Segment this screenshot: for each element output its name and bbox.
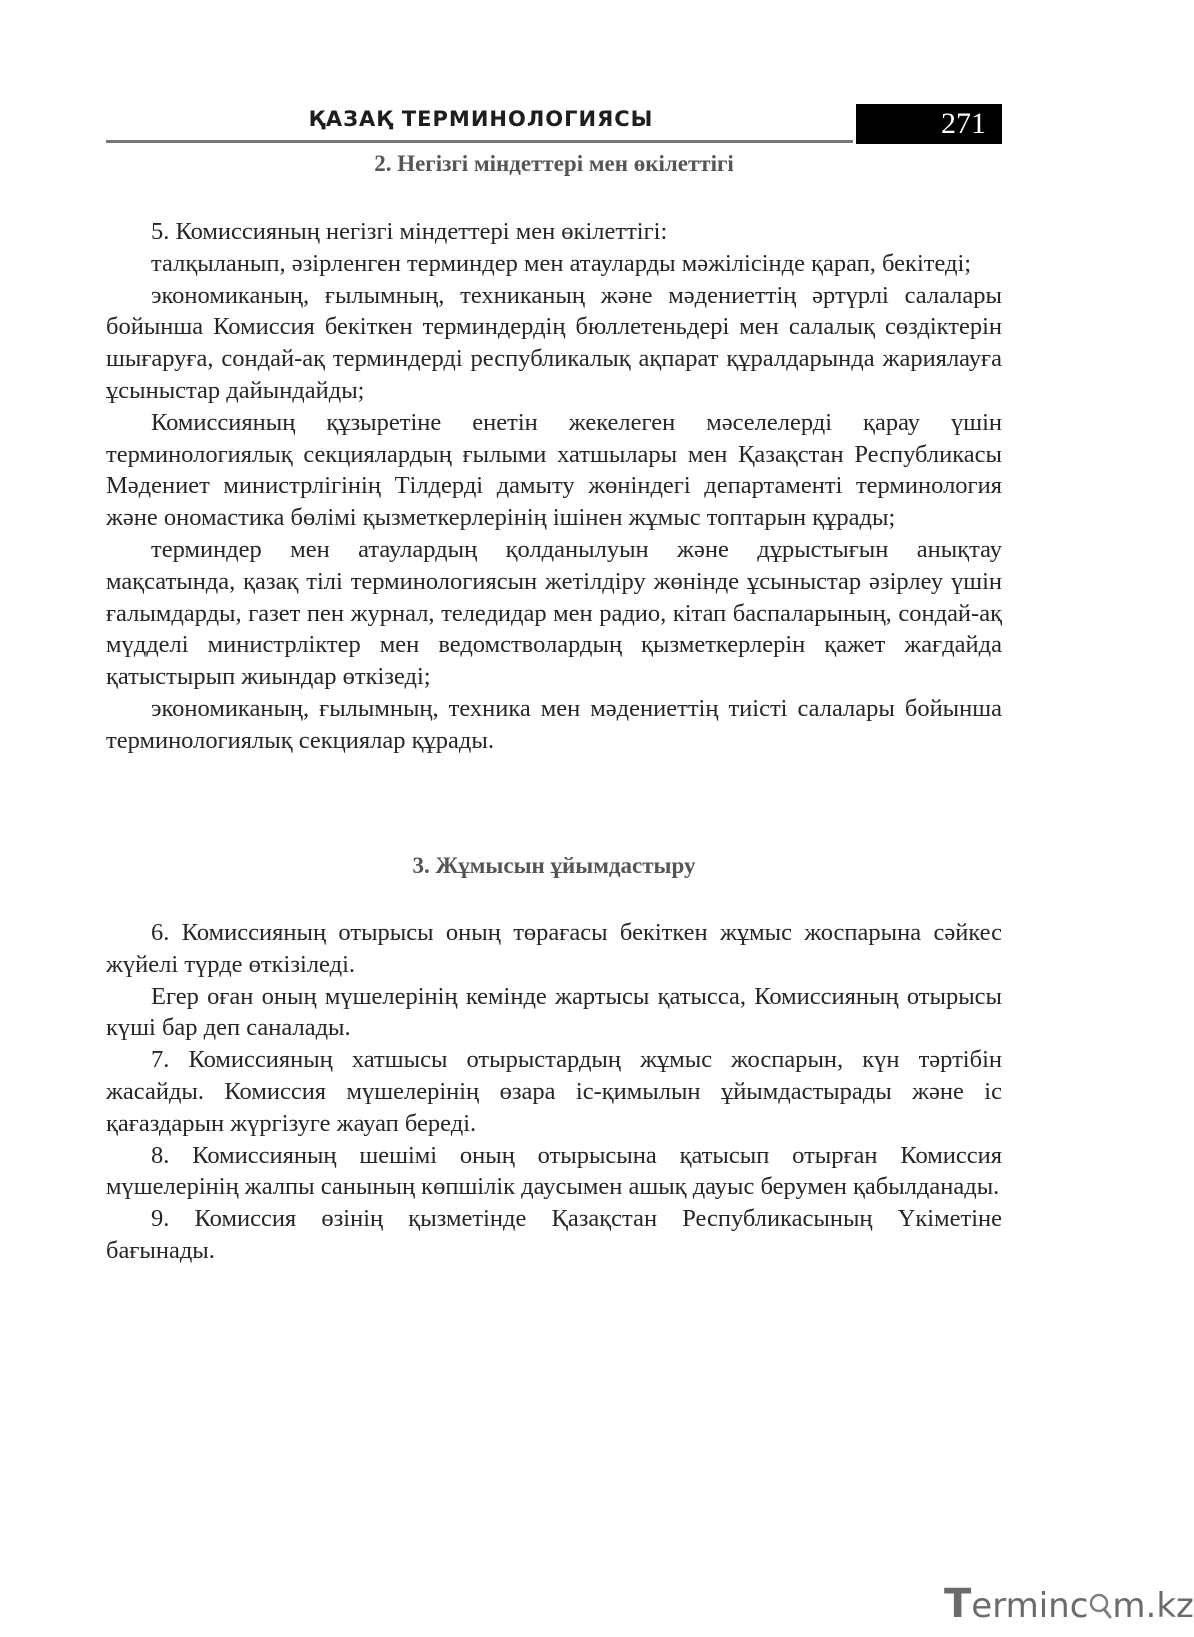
paragraph: 7. Комиссияның хатшысы отырыстардың жұмыс жоспарын, күн тәртібін жасайды. Комиссия мүшелерінің өзара іс-қимылын ұйымдастырады және іс қағаздарын жүргізуге жауап береді. <box>106 1046 1002 1137</box>
paragraph: Егер оған оның мүшелерінің кемінде жартысы қатысса, Комиссияның отырысы күші бар деп саналады. <box>106 982 1002 1042</box>
magnifier-icon <box>1088 1586 1112 1630</box>
paragraph: экономиканың, ғылымның, техника мен мәдениеттің тиісті салалары бойынша терминологиялық секциялар құрады. <box>106 694 1002 754</box>
watermark-text-part1: erminc <box>971 1586 1089 1626</box>
paragraph: 8. Комиссияның шешімі оның отырысына қатысып отырған Комиссия мүшелерінің жалпы санының көпшілік даусымен ашық дауыс берумен қабылданады. <box>106 1141 1002 1201</box>
watermark-text-part2: m.kz <box>1112 1586 1194 1626</box>
paragraph: 6. Комиссияның отырысы оның төрағасы бекіткен жұмыс жоспарына сәйкес жүйелі түрде өткізіледі. <box>106 919 1002 978</box>
section-heading-3: 3. Жұмысын ұйымдастыру <box>412 853 696 878</box>
header-rule <box>106 140 853 143</box>
section-heading-2: 2. Негізгі міндеттері мен өкілеттігі <box>374 151 734 176</box>
running-title: ҚАЗАҚ ТЕРМИНОЛОГИЯСЫ <box>308 107 654 131</box>
paragraph: 9. Комиссия өзінің қызметінде Қазақстан Республикасының Үкіметіне бағынады. <box>106 1205 1002 1264</box>
paragraph: талқыланып, әзірленген терминдер мен атауларды мәжілісінде қарап, бекітеді; <box>151 249 972 277</box>
section-3-body <box>106 917 1002 1267</box>
page-header <box>106 104 1002 146</box>
paragraph: Комиссияның құзыретіне енетін жекелеген мәселелерді қарау үшін терминологиялық секциялардың ғылыми хатшылары мен Қазақстан Республикасы Мәдениет министрлігінің Тілдерді дамыту жөніндегі департаменті терминология және ономастика бөлімі қызметкерлерінің ішінен жұмыс топтарын құрады; <box>106 408 1002 532</box>
watermark-initial: T <box>944 1581 972 1627</box>
termincom-watermark <box>944 1581 1194 1627</box>
paragraph: 5. Комиссияның негізгі міндеттері мен өкілеттігі: <box>151 218 668 245</box>
section-2-body <box>106 216 1002 757</box>
paragraph: терминдер мен атаулардың қолданылуын және дұрыстығын анықтау мақсатында, қазақ тілі терминологиясын жетілдіру жөнінде ұсыныстар әзірлеу үшін ғалымдарды, газет пен журнал, теледидар мен радио, кітап баспаларының, сондай-ақ мүдделі министрліктер мен ведомстволардың қызметкерлерін қажет жағдайда қатыстырып жиындар өткізеді; <box>106 535 1002 691</box>
paragraph: экономиканың, ғылымның, техниканың және мәдениеттің әртүрлі салалары бойынша Комиссия бекіткен терминдердің бюллетеньдері мен салалық сөздіктерін шығаруға, сондай-ақ терминдерді республикалық ақпарат құралдарында жариялауға ұсыныстар дайындайды; <box>106 281 1002 404</box>
page-number: 271 <box>856 104 1002 144</box>
